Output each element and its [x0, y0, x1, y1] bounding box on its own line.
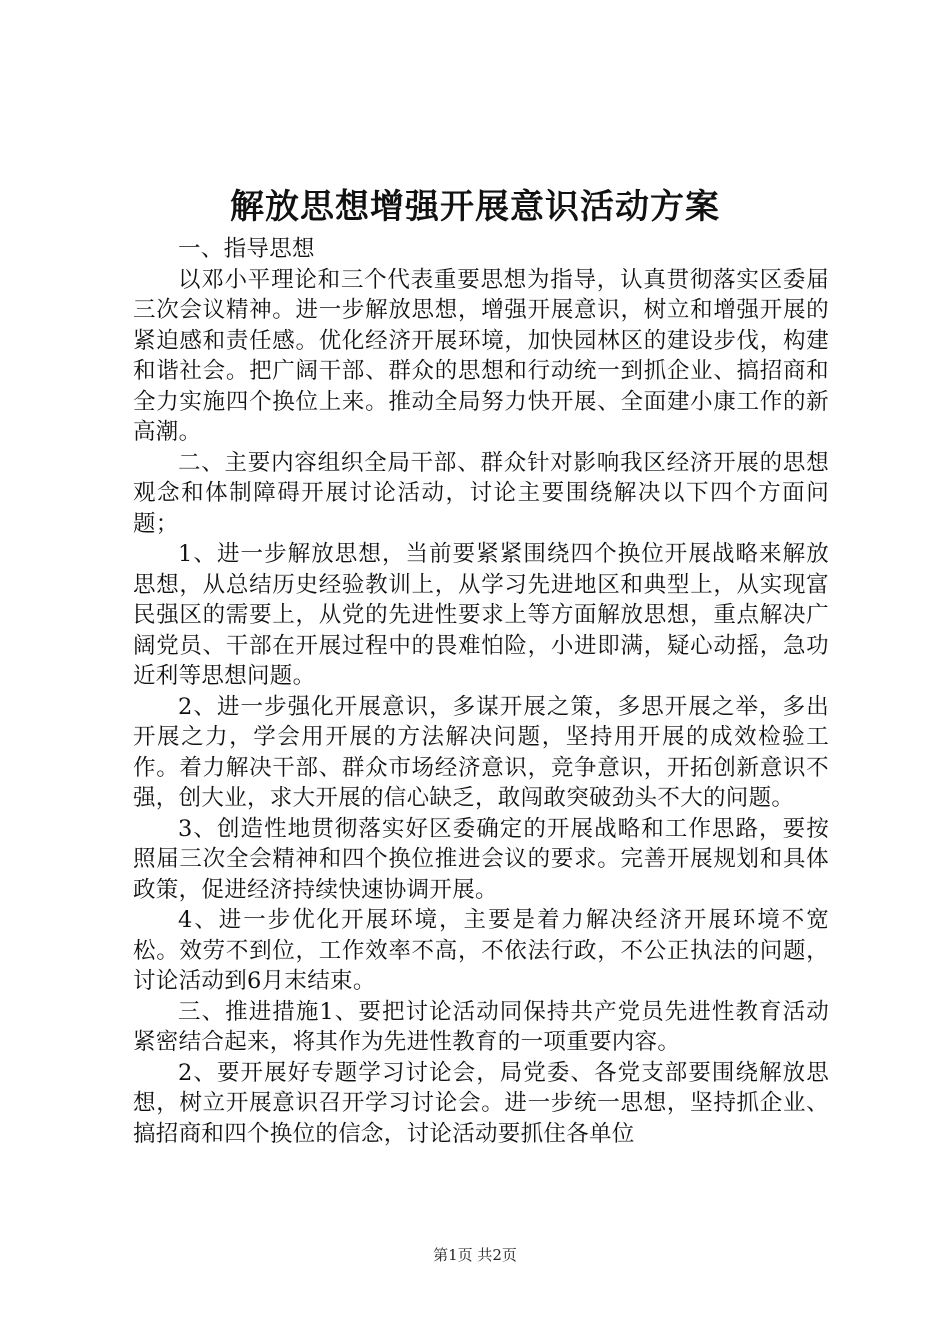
paragraph: 2、进一步强化开展意识，多谋开展之策，多思开展之举，多出开展之力，学会用开展的方法解决问题，坚持用开展的成效检验工作。着力解决干部、群众市场经济意识，竞争意识，开拓创新意识不强，创大业，求大开展的信心缺乏，敢闯敢突破劲头不大的问题。: [133, 693, 829, 811]
document-title: 解放思想增强开展意识活动方案: [230, 187, 720, 227]
page-footer: 第1页 共2页: [433, 1246, 517, 1264]
paragraph: 一、指导思想: [178, 236, 315, 262]
paragraph: 3、创造性地贯彻落实好区委确定的开展战略和工作思路，要按照届三次全会精神和四个换位推进会议的要求。完善开展规划和具体政策，促进经济持续快速协调开展。: [133, 815, 829, 903]
paragraph: 以邓小平理论和三个代表重要思想为指导，认真贯彻落实区委届三次会议精神。进一步解放思想，增强开展意识，树立和增强开展的紧迫感和责任感。优化经济开展环境，加快园林区的建设步伐，构建和谐社会。把广阔干部、群众的思想和行动统一到抓企业、搞招商和全力实施四个换位上来。推动全局努力快开展、全面建小康工作的新高潮。: [133, 266, 829, 445]
paragraph: 三、推进措施1、要把讨论活动同保持共产党员先进性教育活动紧密结合起来，将其作为先进性教育的一项重要内容。: [133, 998, 829, 1055]
paragraph: 4、进一步优化开展环境，主要是着力解决经济开展环境不宽松。效劳不到位，工作效率不高，不依法行政，不公正执法的问题，讨论活动到6月末结束。: [133, 907, 829, 994]
document-body: [133, 234, 829, 1149]
paragraph: 1、进一步解放思想，当前要紧紧围绕四个换位开展战略来解放思想，从总结历史经验教训上，从学习先进地区和典型上，从实现富民强区的需要上，从党的先进性要求上等方面解放思想，重点解决广阔党员、干部在开展过程中的畏难怕险，小进即满，疑心动摇，急功近利等思想问题。: [133, 541, 829, 689]
paragraph: 2、要开展好专题学习讨论会，局党委、各党支部要围绕解放思想，树立开展意识召开学习讨论会。进一步统一思想，坚持抓企业、搞招商和四个换位的信念，讨论活动要抓住各单位: [133, 1059, 829, 1147]
paragraph: 二、主要内容组织全局干部、群众针对影响我区经济开展的思想观念和体制障碍开展讨论活动，讨论主要围绕解决以下四个方面问题；: [133, 449, 829, 537]
